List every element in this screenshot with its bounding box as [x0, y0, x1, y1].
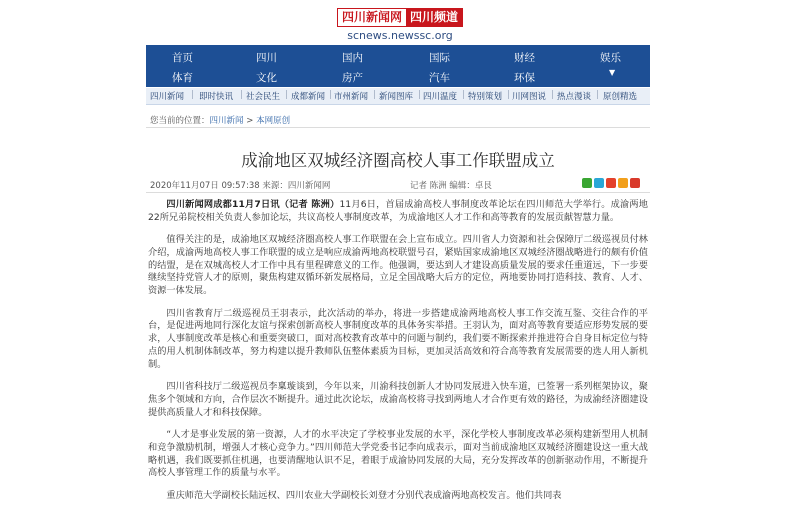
nav-item-culture[interactable]: 文化: [256, 72, 277, 84]
main-nav: [146, 45, 650, 87]
subnav-divider: |: [240, 90, 243, 100]
article-paragraph: 重庆师范大学副校长陆远权、四川农业大学副校长刘登才分别代表成渝两地高校发言。他们共同表: [166, 489, 562, 501]
article-meta: [150, 179, 330, 191]
breadcrumb-prefix: 您当前的位置：: [150, 116, 210, 126]
logo-text-main: 四川新闻网: [338, 9, 406, 26]
nav-item-sichuan[interactable]: 四川: [256, 52, 277, 64]
subnav-divider: |: [507, 90, 510, 100]
nav-item-international[interactable]: 国际: [429, 52, 450, 64]
subnav-item-original[interactable]: 原创精选: [603, 92, 638, 102]
article-lead-text: 11月6日，首届成渝高校人事制度改革论坛在四川师范大学举行。成渝两地22所兄弟院校相关负责人参加论坛，共议高校人事制度改革，为成渝地区人才工作和高等教育的发展贡献智慧力量。: [148, 199, 648, 223]
subnav-item-society[interactable]: 社会民生: [246, 92, 281, 102]
nav-item-domestic[interactable]: 国内: [342, 52, 363, 64]
nav-item-realestate[interactable]: 房产: [342, 72, 363, 84]
article-dateline: 四川新闻网成都11月7日讯（记者 陈洲）: [166, 199, 340, 210]
article-source: 来源：四川新闻网: [262, 181, 331, 191]
article-lead-paragraph: [148, 199, 648, 225]
nav-item-environment[interactable]: 环保: [514, 72, 535, 84]
site-logo[interactable]: [337, 8, 463, 27]
subnav-item-city[interactable]: 市州新闻: [334, 92, 369, 102]
logo-text-channel: 四川频道: [406, 9, 462, 26]
breadcrumb: [150, 114, 290, 126]
qq-share-icon[interactable]: [618, 178, 628, 188]
subnav-divider: |: [285, 90, 288, 100]
share-bar: [582, 178, 640, 188]
divider: [146, 192, 650, 193]
breadcrumb-separator: >: [246, 116, 254, 126]
subnav-item-chengdu[interactable]: 成都新闻: [291, 92, 326, 102]
breadcrumb-link-sichuan-news[interactable]: 四川新闻: [209, 116, 244, 126]
divider: [146, 127, 650, 128]
more-share-icon[interactable]: [630, 178, 640, 188]
nav-item-finance[interactable]: 财经: [514, 52, 535, 64]
subnav-divider: |: [191, 90, 194, 100]
article-title: 成渝地区双城经济圈高校人事工作联盟成立: [241, 151, 555, 170]
subnav-divider: |: [418, 90, 421, 100]
subnav-divider: |: [462, 90, 465, 100]
nav-item-auto[interactable]: 汽车: [429, 72, 450, 84]
article-paragraph: 四川省教育厅二级巡视员王羽表示，此次活动的举办，将进一步搭建成渝两地高校人事工作交流互鉴、交往合作的平台，是促进两地同行深化友谊与探索创新高校人事制度改革的具体务实举措。王羽认为，面对高等教育要适应形势发展的要求，人事制度改革是核心和重要突破口，面对高校教育改革中的问题与制约，我们要不断探索并推进符合自身目标定位与特点的用人机制体制改革，努力构建以提升教师队伍整体素质为目标，更加灵活高效和符合高等教育发展需要的选人用人新机制。: [148, 307, 648, 370]
site-url: scnews.newssc.org: [347, 29, 453, 42]
subnav-divider: |: [329, 90, 332, 100]
article-paragraph: “人才是事业发展的第一资源，人才的水平决定了学校事业发展的水平，深化学校人事制度改革必须构建新型用人机制和竞争激励机制，增强人才核心竞争力。”四川师范大学党委书记李向成表示，面对当前成渝地区双城经济圈建设这一重大战略机遇，我们既要抓住机遇，也要清醒地认识不足，着眼于成渝协同发展的大局，充分发挥改革的创新驱动作用，不断提升高校人事管理工作的质量与水平。: [148, 428, 648, 479]
subnav-divider: |: [373, 90, 376, 100]
article-paragraph: 四川省科技厅二级巡视员李稟璇谈到，今年以来，川渝科技创新人才协同发展进入快车道，已签署一系列框架协议，聚焦多个领域和方向，合作层次不断提升。通过此次论坛，成渝高校将寻找到两地人才合作更有效的路径，为成渝经济圈建设提供高质量人才和科技保障。: [148, 381, 648, 418]
subnav-item-warmth[interactable]: 四川温度: [423, 92, 458, 102]
subnav-item-sichuan-news[interactable]: 四川新闻: [150, 92, 185, 102]
article-body: [148, 199, 648, 512]
chevron-down-icon[interactable]: ▼: [609, 68, 616, 77]
article-reporter: 记者 陈洲 编辑：卓艮: [410, 181, 492, 191]
qzone-share-icon[interactable]: [594, 178, 604, 188]
subnav-divider: |: [551, 90, 554, 100]
wechat-share-icon[interactable]: [582, 178, 592, 188]
weibo-share-icon[interactable]: [606, 178, 616, 188]
subnav-item-gallery[interactable]: 新闻图库: [379, 92, 414, 102]
publish-datetime: 2020年11月07日 09:57:38: [150, 181, 260, 191]
nav-item-sports[interactable]: 体育: [172, 72, 193, 84]
subnav-item-flash[interactable]: 即时快讯: [199, 92, 234, 102]
subnav-item-photo-talk[interactable]: 川网图说: [512, 92, 547, 102]
breadcrumb-link-original[interactable]: 本网原创: [256, 116, 291, 126]
subnav-divider: |: [596, 90, 599, 100]
site-header: [320, 6, 480, 42]
subnav-item-special[interactable]: 特别策划: [468, 92, 503, 102]
nav-item-entertainment[interactable]: 娱乐: [600, 52, 621, 64]
nav-item-home[interactable]: 首页: [172, 52, 193, 64]
subnav-item-hot-talk[interactable]: 热点漫谈: [557, 92, 592, 102]
article-paragraph: 值得关注的是，成渝地区双城经济圈高校人事工作联盟在会上宣布成立。四川省人力资源和社会保障厅二级巡视员付林介绍，成渝两地高校人事工作联盟的成立是响应成渝两地高校联盟号召，紧贴国家成渝地区双城经济圈战略进行的颇有价值的结盟，是在双城高校人才工作中具有里程碑意义的工作。他强调，要达到人才建设高质量发展的要求任重道远，下一步要继续坚持党管人才的原则，聚焦构建双循环新发展格局，立足全国战略大后方的定位，两地要协同打造科技、教育、人才、资源一体发展。: [148, 234, 648, 297]
